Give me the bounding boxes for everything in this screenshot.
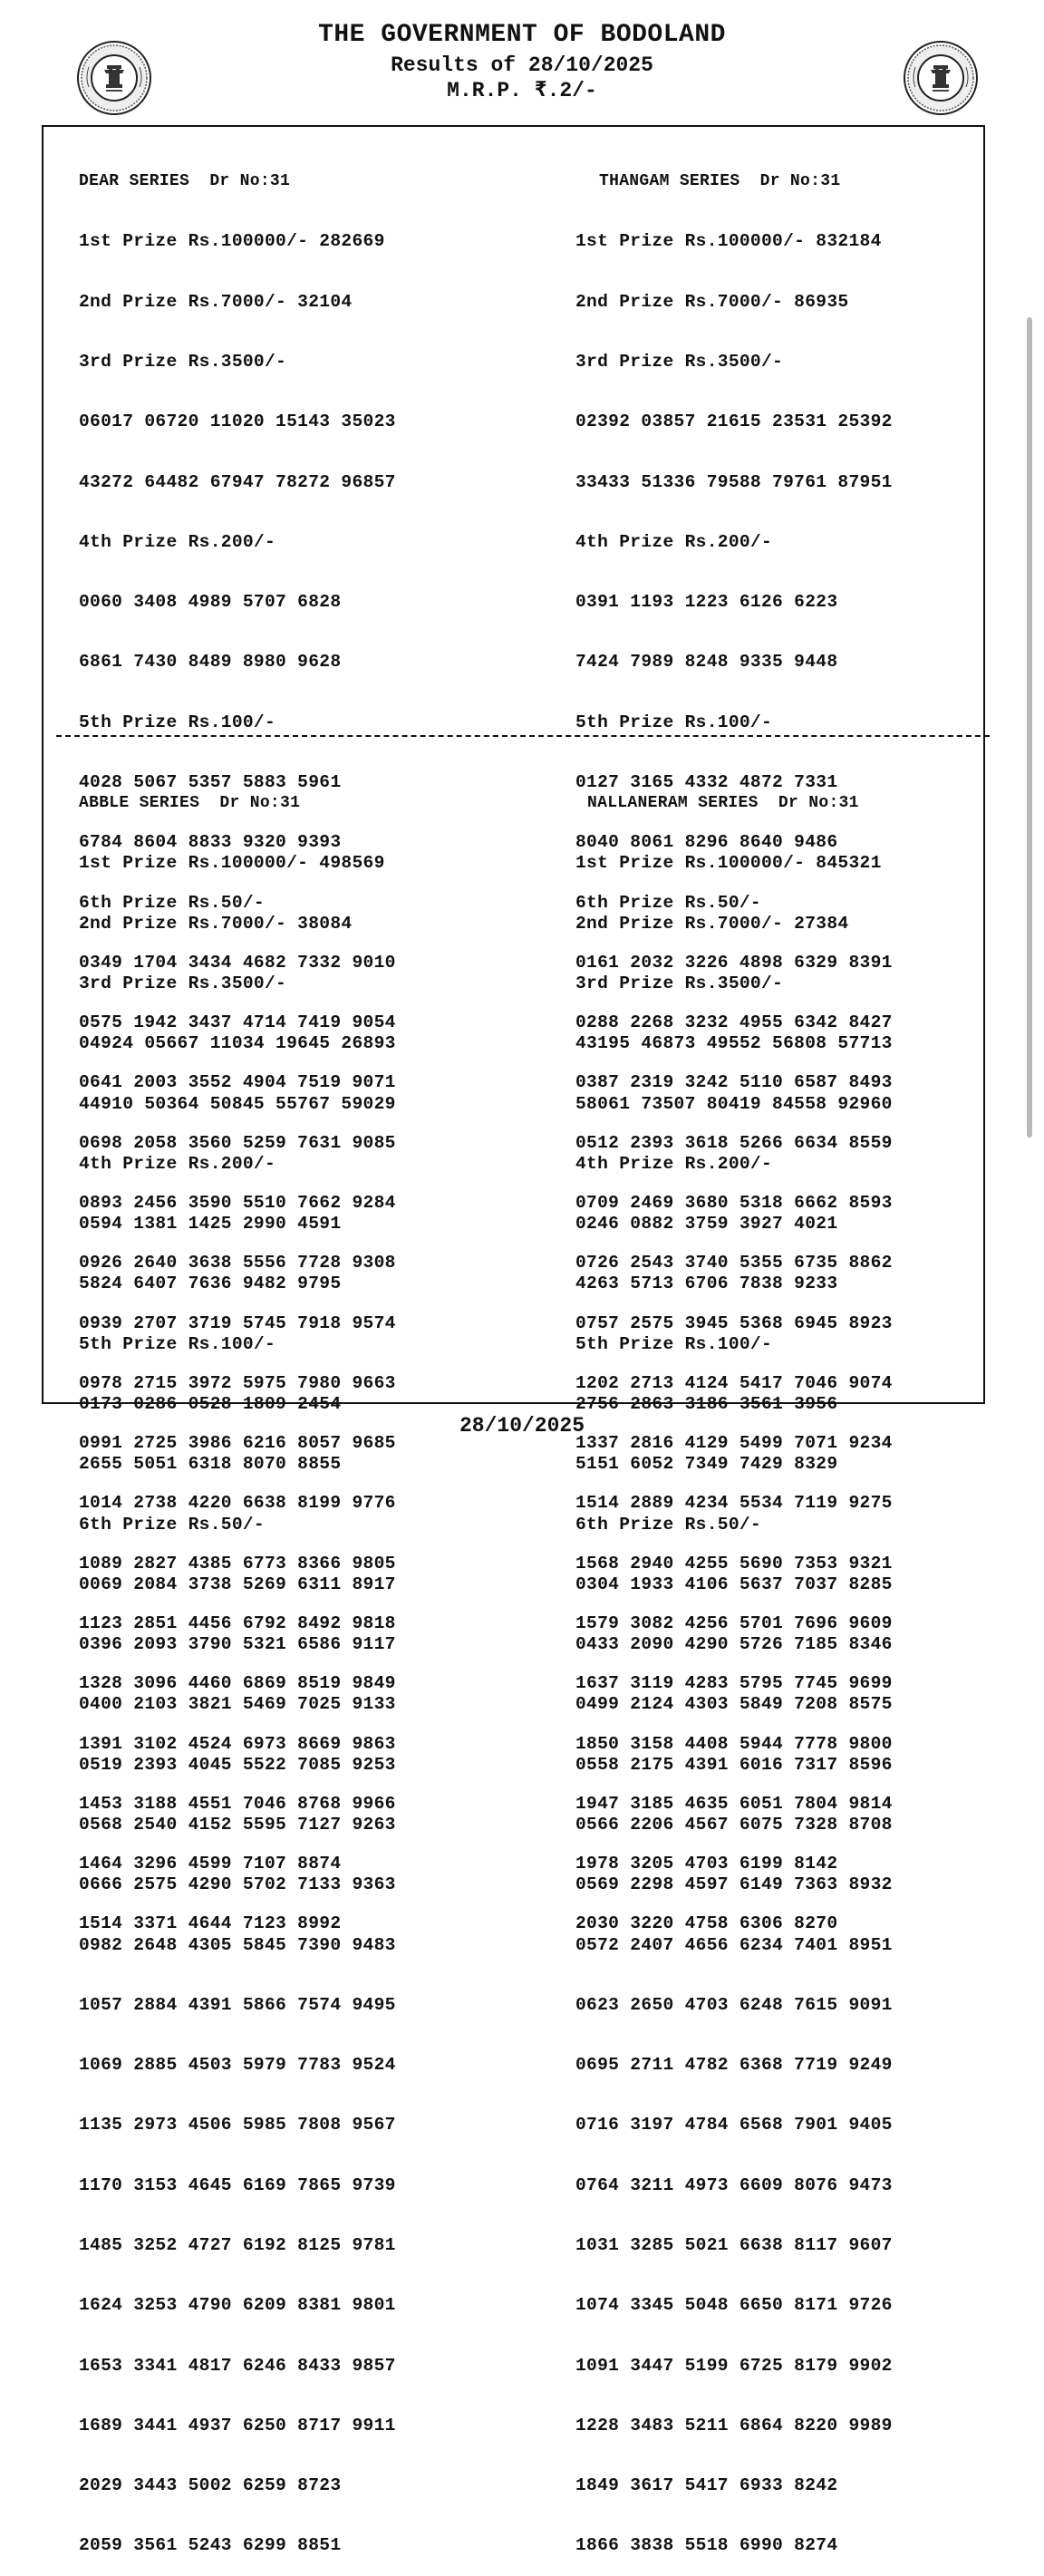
sixth-prize-row: 1091 3447 5199 6725 8179 9902 (575, 2355, 893, 2376)
second-prize-line: 2nd Prize Rs.7000/- 27384 (575, 913, 849, 934)
fifth-prize-row: 2756 2863 3186 3561 3956 (575, 1394, 838, 1414)
third-prize-row: 58061 73507 80419 84558 92960 (575, 1093, 893, 1114)
sixth-prize-row: 0558 2175 4391 6016 7317 8596 (575, 1754, 893, 1775)
sixth-prize-row: 1074 3345 5048 6650 8171 9726 (575, 2295, 893, 2316)
sixth-prize-row: 1337 2816 4129 5499 7071 9234 (575, 1433, 893, 1454)
sixth-prize-row: 2029 3443 5002 6259 8723 (79, 2475, 342, 2496)
sixth-prize-row: 0400 2103 3821 5469 7025 9133 (79, 1694, 396, 1715)
sixth-prize-row: 0349 1704 3434 4682 7332 9010 (79, 952, 396, 973)
sixth-prize-row: 1849 3617 5417 6933 8242 (575, 2475, 838, 2496)
sixth-prize-row: 0161 2032 3226 4898 6329 8391 (575, 952, 893, 973)
sixth-prize-row: 1202 2713 4124 5417 7046 9074 (575, 1372, 893, 1393)
btc-seal-right-icon (903, 40, 979, 116)
series-heading: ABBLE SERIES Dr No:31 (79, 794, 301, 813)
mrp-line: M.R.P. ₹.2/- (447, 79, 597, 102)
sixth-prize-row: 1391 3102 4524 6973 8669 9863 (79, 1733, 396, 1754)
series-heading: DEAR SERIES Dr No:31 (79, 172, 291, 191)
sixth-prize-row: 2030 3220 4758 6306 8270 (575, 1913, 838, 1934)
sixth-prize-row: 1031 3285 5021 6638 8117 9607 (575, 2234, 893, 2255)
sixth-prize-row: 1514 2889 4234 5534 7119 9275 (575, 1493, 893, 1514)
sixth-prize-row: 1514 3371 4644 7123 8992 (79, 1913, 342, 1934)
sixth-prize-row: 1014 2738 4220 6638 8199 9776 (79, 1493, 396, 1514)
fifth-prize-row: 5151 6052 7349 7429 8329 (575, 1454, 838, 1475)
sixth-prize-row: 1069 2885 4503 5979 7783 9524 (79, 2055, 396, 2076)
sixth-prize-row: 0695 2711 4782 6368 7719 9249 (575, 2055, 893, 2076)
document-title: THE GOVERNMENT OF BODOLAND (318, 21, 726, 49)
sixth-prize-row: 0069 2084 3738 5269 6311 8917 (79, 1574, 396, 1594)
fourth-prize-label: 4th Prize Rs.200/- (79, 531, 276, 552)
sixth-prize-label: 6th Prize Rs.50/- (575, 1514, 761, 1535)
first-prize-line: 1st Prize Rs.100000/- 832184 (575, 231, 882, 252)
sixth-prize-row: 1653 3341 4817 6246 8433 9857 (79, 2355, 396, 2376)
first-prize-line: 1st Prize Rs.100000/- 282669 (79, 231, 385, 252)
sixth-prize-row: 0726 2543 3740 5355 6735 8862 (575, 1253, 893, 1273)
sixth-prize-row: 0433 2090 4290 5726 7185 8346 (575, 1634, 893, 1655)
fifth-prize-row: 0173 0286 0528 1809 2454 (79, 1394, 342, 1414)
btc-seal-left-icon (76, 40, 152, 116)
series-heading: NALLANERAM SERIES Dr No:31 (587, 794, 859, 813)
sixth-prize-row: 0764 3211 4973 6609 8076 9473 (575, 2174, 893, 2195)
sixth-prize-row: 0709 2469 3680 5318 6662 8593 (575, 1192, 893, 1213)
third-prize-row: 43272 64482 67947 78272 96857 (79, 471, 396, 492)
sixth-prize-row: 0716 3197 4784 6568 7901 9405 (575, 2115, 893, 2135)
sixth-prize-row: 1057 2884 4391 5866 7574 9495 (79, 1994, 396, 2015)
fourth-prize-row: 4263 5713 6706 7838 9233 (575, 1273, 838, 1294)
fourth-prize-row: 5824 6407 7636 9482 9795 (79, 1273, 342, 1294)
fourth-prize-label: 4th Prize Rs.200/- (575, 1153, 773, 1174)
third-prize-label: 3rd Prize Rs.3500/- (79, 973, 287, 994)
sixth-prize-row: 1637 3119 4283 5795 7745 9699 (575, 1673, 893, 1694)
third-prize-row: 43195 46873 49552 56808 57713 (575, 1033, 893, 1054)
sixth-prize-row: 0982 2648 4305 5845 7390 9483 (79, 1934, 396, 1955)
sixth-prize-row: 1328 3096 4460 6869 8519 9849 (79, 1673, 396, 1694)
fifth-prize-row: 6784 8604 8833 9320 9393 (79, 832, 342, 853)
third-prize-row: 06017 06720 11020 15143 35023 (79, 412, 396, 432)
fourth-prize-row: 0246 0882 3759 3927 4021 (575, 1214, 838, 1235)
sixth-prize-row: 1089 2827 4385 6773 8366 9805 (79, 1553, 396, 1574)
third-prize-label: 3rd Prize Rs.3500/- (79, 352, 287, 373)
sixth-prize-row: 0499 2124 4303 5849 7208 8575 (575, 1694, 893, 1715)
fifth-prize-label: 5th Prize Rs.100/- (79, 1333, 276, 1354)
third-prize-row: 04924 05667 11034 19645 26893 (79, 1033, 396, 1054)
series-heading: THANGAM SERIES Dr No:31 (599, 172, 841, 191)
sixth-prize-row: 0512 2393 3618 5266 6634 8559 (575, 1132, 893, 1153)
sixth-prize-row: 0698 2058 3560 5259 7631 9085 (79, 1132, 396, 1153)
sixth-prize-row: 0519 2393 4045 5522 7085 9253 (79, 1754, 396, 1775)
sixth-prize-row: 0288 2268 3232 4955 6342 8427 (575, 1012, 893, 1033)
third-prize-row: 33433 51336 79588 79761 87951 (575, 471, 893, 492)
fourth-prize-label: 4th Prize Rs.200/- (79, 1153, 276, 1174)
sixth-prize-row: 1228 3483 5211 6864 8220 9989 (575, 2415, 893, 2436)
sixth-prize-row: 0757 2575 3945 5368 6945 8923 (575, 1312, 893, 1333)
sixth-prize-row: 0926 2640 3638 5556 7728 9308 (79, 1253, 396, 1273)
sixth-prize-row: 1689 3441 4937 6250 8717 9911 (79, 2415, 396, 2436)
third-prize-label: 3rd Prize Rs.3500/- (575, 973, 784, 994)
sixth-prize-row: 1464 3296 4599 7107 8874 (79, 1854, 342, 1874)
document-header (0, 20, 1044, 103)
sixth-prize-row: 0641 2003 3552 4904 7519 9071 (79, 1072, 396, 1093)
fifth-prize-row: 0127 3165 4332 4872 7331 (575, 772, 838, 792)
series-divider (56, 735, 990, 737)
sixth-prize-row: 1978 3205 4703 6199 8142 (575, 1854, 838, 1874)
sixth-prize-row: 0572 2407 4656 6234 7401 8951 (575, 1934, 893, 1955)
sixth-prize-label: 6th Prize Rs.50/- (79, 892, 265, 913)
fourth-prize-row: 0060 3408 4989 5707 6828 (79, 592, 342, 613)
sixth-prize-label: 6th Prize Rs.50/- (575, 892, 761, 913)
sixth-prize-row: 0387 2319 3242 5110 6587 8493 (575, 1072, 893, 1093)
sixth-prize-row: 0569 2298 4597 6149 7363 8932 (575, 1874, 893, 1895)
sixth-prize-row: 1170 3153 4645 6169 7865 9739 (79, 2174, 396, 2195)
fifth-prize-label: 5th Prize Rs.100/- (575, 712, 773, 732)
fifth-prize-row: 4028 5067 5357 5883 5961 (79, 772, 342, 792)
sixth-prize-row: 1485 3252 4727 6192 8125 9781 (79, 2234, 396, 2255)
fourth-prize-row: 6861 7430 8489 8980 9628 (79, 652, 342, 673)
nallaneram-series-block (575, 753, 893, 2576)
sixth-prize-label: 6th Prize Rs.50/- (79, 1514, 265, 1535)
sixth-prize-row: 1850 3158 4408 5944 7778 9800 (575, 1733, 893, 1754)
sixth-prize-row: 1453 3188 4551 7046 8768 9966 (79, 1793, 396, 1814)
sixth-prize-row: 0304 1933 4106 5637 7037 8285 (575, 1574, 893, 1594)
fifth-prize-row: 8040 8061 8296 8640 9486 (575, 832, 838, 853)
fifth-prize-label: 5th Prize Rs.100/- (79, 712, 276, 732)
sixth-prize-row: 2059 3561 5243 6299 8851 (79, 2535, 342, 2556)
sixth-prize-row: 1947 3185 4635 6051 7804 9814 (575, 1793, 893, 1814)
sixth-prize-row: 0893 2456 3590 5510 7662 9284 (79, 1192, 396, 1213)
sixth-prize-row: 1568 2940 4255 5690 7353 9321 (575, 1553, 893, 1574)
sixth-prize-row: 0666 2575 4290 5702 7133 9363 (79, 1874, 396, 1895)
sixth-prize-row: 1624 3253 4790 6209 8381 9801 (79, 2295, 396, 2316)
sixth-prize-row: 1866 3838 5518 6990 8274 (575, 2535, 838, 2556)
first-prize-line: 1st Prize Rs.100000/- 845321 (575, 853, 882, 874)
fifth-prize-label: 5th Prize Rs.100/- (575, 1333, 773, 1354)
sixth-prize-row: 0978 2715 3972 5975 7980 9663 (79, 1372, 396, 1393)
fourth-prize-label: 4th Prize Rs.200/- (575, 531, 773, 552)
sixth-prize-row: 1579 3082 4256 5701 7696 9609 (575, 1612, 893, 1633)
footer-date: 28/10/2025 (459, 1414, 585, 1438)
results-date-line: Results of 28/10/2025 (391, 53, 653, 77)
second-prize-line: 2nd Prize Rs.7000/- 86935 (575, 291, 849, 312)
sixth-prize-row: 0396 2093 3790 5321 6586 9117 (79, 1634, 396, 1655)
fourth-prize-row: 7424 7989 8248 9335 9448 (575, 652, 838, 673)
vertical-scrollbar[interactable] (1027, 317, 1032, 1138)
third-prize-row: 44910 50364 50845 55767 59029 (79, 1093, 396, 1114)
sixth-prize-row: 0566 2206 4567 6075 7328 8708 (575, 1814, 893, 1835)
sixth-prize-row: 0575 1942 3437 4714 7419 9054 (79, 1012, 396, 1033)
sixth-prize-row: 0991 2725 3986 6216 8057 9685 (79, 1433, 396, 1454)
third-prize-label: 3rd Prize Rs.3500/- (575, 352, 784, 373)
third-prize-row: 02392 03857 21615 23531 25392 (575, 412, 893, 432)
second-prize-line: 2nd Prize Rs.7000/- 38084 (79, 913, 353, 934)
first-prize-line: 1st Prize Rs.100000/- 498569 (79, 853, 385, 874)
abble-series-block (79, 753, 396, 2576)
sixth-prize-row: 1123 2851 4456 6792 8492 9818 (79, 1612, 396, 1633)
fifth-prize-row: 2655 5051 6318 8070 8855 (79, 1454, 342, 1475)
fourth-prize-row: 0391 1193 1223 6126 6223 (575, 592, 838, 613)
sixth-prize-row: 0623 2650 4703 6248 7615 9091 (575, 1994, 893, 2015)
sixth-prize-row: 0568 2540 4152 5595 7127 9263 (79, 1814, 396, 1835)
fourth-prize-row: 0594 1381 1425 2990 4591 (79, 1214, 342, 1235)
second-prize-line: 2nd Prize Rs.7000/- 32104 (79, 291, 353, 312)
sixth-prize-row: 0939 2707 3719 5745 7918 9574 (79, 1312, 396, 1333)
sixth-prize-row: 1135 2973 4506 5985 7808 9567 (79, 2115, 396, 2135)
